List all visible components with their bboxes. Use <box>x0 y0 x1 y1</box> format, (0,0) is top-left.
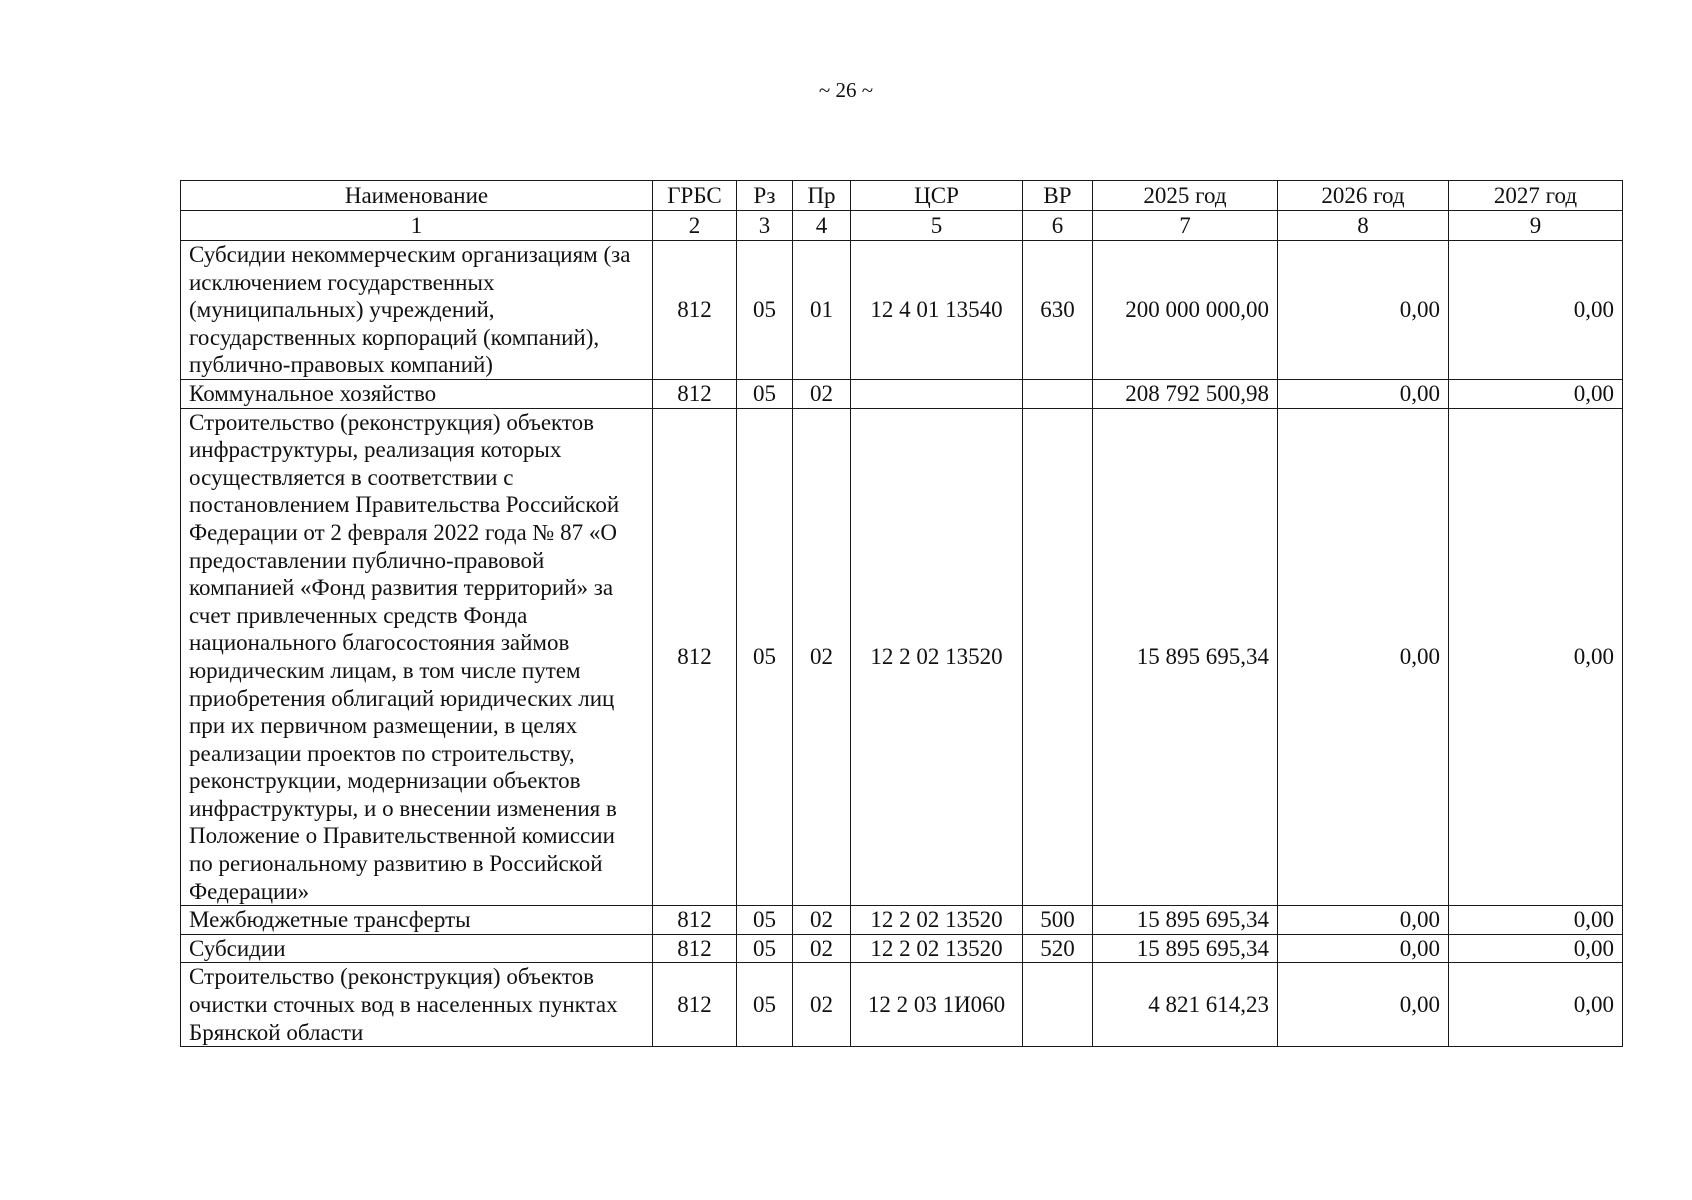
row-amount-2027: 0,00 <box>1449 379 1623 408</box>
table-row <box>181 379 1623 408</box>
row-amount-2027: 0,00 <box>1449 408 1623 906</box>
row-pr: 02 <box>793 934 851 963</box>
row-pr: 02 <box>793 906 851 935</box>
column-number: 5 <box>851 211 1023 241</box>
row-grbs: 812 <box>653 934 737 963</box>
row-vr <box>1023 963 1093 1047</box>
header-csr: ЦСР <box>851 181 1023 211</box>
column-number: 7 <box>1093 211 1278 241</box>
row-rz: 05 <box>737 241 793 380</box>
header-2027: 2027 год <box>1449 181 1623 211</box>
row-amount-2027: 0,00 <box>1449 906 1623 935</box>
row-pr: 01 <box>793 241 851 380</box>
row-amount-2026: 0,00 <box>1278 934 1449 963</box>
row-amount-2026: 0,00 <box>1278 241 1449 380</box>
table-row <box>181 934 1623 963</box>
row-pr: 02 <box>793 379 851 408</box>
row-name: Межбюджетные трансферты <box>181 906 653 935</box>
row-rz: 05 <box>737 963 793 1047</box>
row-amount-2026: 0,00 <box>1278 379 1449 408</box>
row-grbs: 812 <box>653 906 737 935</box>
row-rz: 05 <box>737 408 793 906</box>
table-row <box>181 241 1623 380</box>
row-name: Субсидии некоммерческим организациям (за исключением государственных (муниципальных) учреждений, государственных корпораций (компаний), публично-правовых компаний) <box>181 241 653 380</box>
row-csr <box>851 379 1023 408</box>
header-2026: 2026 год <box>1278 181 1449 211</box>
column-number-row <box>181 211 1623 241</box>
row-amount-2025: 15 895 695,34 <box>1093 906 1278 935</box>
row-grbs: 812 <box>653 408 737 906</box>
header-grbs: ГРБС <box>653 181 737 211</box>
row-pr: 02 <box>793 408 851 906</box>
row-name: Коммунальное хозяйство <box>181 379 653 408</box>
table-row <box>181 963 1623 1047</box>
column-number: 6 <box>1023 211 1093 241</box>
row-csr: 12 2 03 1И060 <box>851 963 1023 1047</box>
row-vr: 630 <box>1023 241 1093 380</box>
row-grbs: 812 <box>653 379 737 408</box>
row-vr <box>1023 408 1093 906</box>
row-amount-2026: 0,00 <box>1278 963 1449 1047</box>
row-name: Строительство (реконструкция) объектов очистки сточных вод в населенных пунктах Брянской области <box>181 963 653 1047</box>
row-amount-2025: 15 895 695,34 <box>1093 408 1278 906</box>
row-vr: 500 <box>1023 906 1093 935</box>
row-grbs: 812 <box>653 963 737 1047</box>
row-pr: 02 <box>793 963 851 1047</box>
row-csr: 12 2 02 13520 <box>851 906 1023 935</box>
header-name: Наименование <box>181 181 653 211</box>
row-amount-2026: 0,00 <box>1278 906 1449 935</box>
header-rz: Рз <box>737 181 793 211</box>
row-amount-2025: 208 792 500,98 <box>1093 379 1278 408</box>
row-amount-2027: 0,00 <box>1449 241 1623 380</box>
row-vr <box>1023 379 1093 408</box>
column-number: 1 <box>181 211 653 241</box>
table-row <box>181 906 1623 935</box>
row-amount-2025: 15 895 695,34 <box>1093 934 1278 963</box>
row-rz: 05 <box>737 379 793 408</box>
row-amount-2027: 0,00 <box>1449 934 1623 963</box>
header-2025: 2025 год <box>1093 181 1278 211</box>
row-amount-2025: 4 821 614,23 <box>1093 963 1278 1047</box>
page-number: ~ 26 ~ <box>818 78 874 102</box>
header-vr: ВР <box>1023 181 1093 211</box>
row-grbs: 812 <box>653 241 737 380</box>
row-csr: 12 4 01 13540 <box>851 241 1023 380</box>
row-amount-2027: 0,00 <box>1449 963 1623 1047</box>
row-csr: 12 2 02 13520 <box>851 408 1023 906</box>
row-amount-2025: 200 000 000,00 <box>1093 241 1278 380</box>
column-number: 4 <box>793 211 851 241</box>
row-rz: 05 <box>737 906 793 935</box>
row-csr: 12 2 02 13520 <box>851 934 1023 963</box>
row-name: Субсидии <box>181 934 653 963</box>
row-rz: 05 <box>737 934 793 963</box>
row-amount-2026: 0,00 <box>1278 408 1449 906</box>
row-name: Строительство (реконструкция) объектов инфраструктуры, реализация которых осуществляется в соответствии с постановлением Правительства Российской Федерации от 2 февраля 2022 года № 87 «О предоставлении публично-правовой компанией «Фонд развития территорий» за счет привлеченных средств Фонда национального благосостояния займов юридическим лицам, в том числе путем приобретения облигаций юридических лиц при их первичном размещении, в целях реализации проектов по строительству, реконструкции, модернизации объектов инфраструктуры, и о внесении изменения в Положение о Правительственной комиссии по региональному развитию в Российской Федерации» <box>181 408 653 906</box>
table-row <box>181 408 1623 906</box>
header-row <box>181 181 1623 211</box>
header-pr: Пр <box>793 181 851 211</box>
column-number: 8 <box>1278 211 1449 241</box>
column-number: 9 <box>1449 211 1623 241</box>
column-number: 3 <box>737 211 793 241</box>
budget-table <box>180 180 1623 1047</box>
column-number: 2 <box>653 211 737 241</box>
row-vr: 520 <box>1023 934 1093 963</box>
